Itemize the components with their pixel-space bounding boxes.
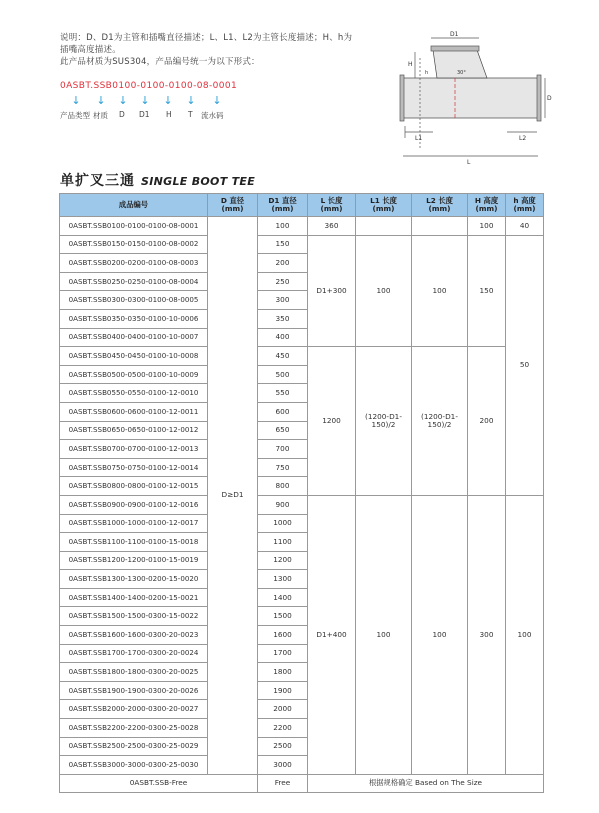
- d1-cell: 1800: [258, 663, 308, 682]
- size-note-cell: 根据规格确定 Based on The Size: [308, 774, 544, 792]
- table-row: [60, 235, 544, 254]
- l2-cell: (1200-D1-150)/2: [412, 347, 468, 496]
- col-header-l2: L2 长度 (mm): [412, 194, 468, 217]
- product-code-cell: 0ASBT.SSB2500-2500-0300-25-0029: [60, 737, 208, 756]
- col-header-l: L 长度 (mm): [308, 194, 356, 217]
- h-cell: 150: [468, 235, 506, 347]
- d1-cell: 550: [258, 384, 308, 403]
- product-code-cell: 0ASBT.SSB0400-0400-0100-10-0007: [60, 328, 208, 347]
- d1-cell: 250: [258, 272, 308, 291]
- product-code-cell: 0ASBT.SSB1900-1900-0300-20-0026: [60, 681, 208, 700]
- d1-cell: 1100: [258, 533, 308, 552]
- code-label-d1: D1: [139, 110, 150, 119]
- product-code-cell: 0ASBT.SSB3000-3000-0300-25-0030: [60, 756, 208, 775]
- table-row: [60, 217, 544, 236]
- dim-l-label: L: [467, 159, 471, 166]
- l1-cell: 100: [356, 235, 412, 347]
- h-small-cell: 40: [506, 217, 544, 236]
- arrow-down-icon: ↓: [186, 94, 196, 107]
- intro-line-1: 说明：D、D1为主管和插嘴直径描述；L、L1、L2为主管长度描述；H、h为: [60, 33, 353, 43]
- code-example: 0ASBT.SSB0100-0100-0100-08-0001: [60, 81, 238, 91]
- h-cell: 200: [468, 347, 506, 496]
- d1-cell: 1200: [258, 551, 308, 570]
- product-code-cell: 0ASBT.SSB1500-1500-0300-15-0022: [60, 607, 208, 626]
- l2-cell: [412, 217, 468, 236]
- arrow-down-icon: ↓: [96, 94, 106, 107]
- table-row-free: [60, 774, 544, 792]
- product-code-cell: 0ASBT.SSB0700-0700-0100-12-0013: [60, 440, 208, 459]
- code-label-h: H: [166, 110, 172, 119]
- product-code-cell: 0ASBT.SSB0900-0900-0100-12-0016: [60, 495, 208, 514]
- code-label-d: D: [119, 110, 125, 119]
- dim-d1-label: D1: [450, 31, 459, 38]
- d1-cell: 1600: [258, 626, 308, 645]
- dim-angle-label: 30°: [457, 70, 466, 76]
- product-code-cell: 0ASBT.SSB1000-1000-0100-12-0017: [60, 514, 208, 533]
- h-cell: 300: [468, 495, 506, 774]
- d1-cell: 150: [258, 235, 308, 254]
- product-code-cell: 0ASBT.SSB0650-0650-0100-12-0012: [60, 421, 208, 440]
- d1-cell: 700: [258, 440, 308, 459]
- product-code-cell: 0ASBT.SSB0150-0150-0100-08-0002: [60, 235, 208, 254]
- dim-h-small-label: h: [425, 70, 429, 76]
- col-header-d1: D1 直径 (mm): [258, 194, 308, 217]
- d1-cell: 2200: [258, 719, 308, 738]
- d1-cell: 350: [258, 309, 308, 328]
- h-cell: 100: [468, 217, 506, 236]
- heading-cn: 单扩叉三通: [60, 173, 135, 189]
- table-row: [60, 347, 544, 366]
- intro-line-3: 此产品材质为SUS304，产品编号统一为以下形式：: [60, 57, 260, 67]
- d1-cell: 1500: [258, 607, 308, 626]
- dim-d-label: D: [547, 95, 552, 102]
- intro-text: [60, 32, 352, 68]
- d1-cell: 200: [258, 254, 308, 273]
- arrow-down-icon: ↓: [71, 94, 81, 107]
- table-header-row: [60, 194, 544, 217]
- product-code-cell: 0ASBT.SSB1100-1100-0100-15-0018: [60, 533, 208, 552]
- col-header-d: D 直径 (mm): [208, 194, 258, 217]
- l1-cell: (1200-D1-150)/2: [356, 347, 412, 496]
- d1-cell: 400: [258, 328, 308, 347]
- d1-cell: 1400: [258, 588, 308, 607]
- d1-cell: 100: [258, 217, 308, 236]
- product-code-cell: 0ASBT.SSB0350-0350-0100-10-0006: [60, 309, 208, 328]
- h-small-cell: 50: [506, 235, 544, 495]
- product-code-cell: 0ASBT.SSB2000-2000-0300-20-0027: [60, 700, 208, 719]
- product-code-cell: 0ASBT.SSB0450-0450-0100-10-0008: [60, 347, 208, 366]
- l-cell: 1200: [308, 347, 356, 496]
- product-code-cell: 0ASBT.SSB1400-1400-0200-15-0021: [60, 588, 208, 607]
- d-value-cell: D≥D1: [208, 217, 258, 775]
- product-code-cell: 0ASBT.SSB0200-0200-0100-08-0003: [60, 254, 208, 273]
- d1-cell: 800: [258, 477, 308, 496]
- product-code-cell: 0ASBT.SSB-Free: [60, 774, 258, 792]
- d1-cell: 450: [258, 347, 308, 366]
- l-cell: D1+300: [308, 235, 356, 347]
- l2-cell: 100: [412, 495, 468, 774]
- arrow-down-icon: ↓: [163, 94, 173, 107]
- d1-cell: 900: [258, 495, 308, 514]
- product-code-cell: 0ASBT.SSB1200-1200-0100-15-0019: [60, 551, 208, 570]
- product-code-cell: 0ASBT.SSB0250-0250-0100-08-0004: [60, 272, 208, 291]
- arrow-down-icon: ↓: [118, 94, 128, 107]
- arrow-down-icon: ↓: [140, 94, 150, 107]
- code-label-material: 材质: [93, 111, 108, 120]
- code-label-serial: 流水码: [201, 111, 224, 120]
- product-code-cell: 0ASBT.SSB0600-0600-0100-12-0011: [60, 402, 208, 421]
- product-code-cell: 0ASBT.SSB0800-0800-0100-12-0015: [60, 477, 208, 496]
- col-header-h: H 高度 (mm): [468, 194, 506, 217]
- d1-cell: 1700: [258, 644, 308, 663]
- heading-en: SINGLE BOOT TEE: [141, 175, 256, 188]
- d1-cell: 1900: [258, 681, 308, 700]
- code-label-t: T: [188, 110, 193, 119]
- product-code-cell: 0ASBT.SSB0750-0750-0100-12-0014: [60, 458, 208, 477]
- d1-cell: 2500: [258, 737, 308, 756]
- dim-l2-label: L2: [519, 135, 527, 142]
- d1-cell: 1000: [258, 514, 308, 533]
- dim-l1-label: L1: [415, 135, 423, 142]
- intro-line-2: 插嘴高度描述。: [60, 45, 121, 55]
- d1-cell: 2000: [258, 700, 308, 719]
- l-cell: D1+400: [308, 495, 356, 774]
- arrow-down-icon: ↓: [212, 94, 222, 107]
- spec-table: [59, 193, 544, 793]
- d1-cell: 650: [258, 421, 308, 440]
- d1-cell: 750: [258, 458, 308, 477]
- d1-cell: 1300: [258, 570, 308, 589]
- h-small-cell: 100: [506, 495, 544, 774]
- dim-h-label: H: [408, 61, 413, 68]
- tee-drawing: [395, 28, 555, 178]
- code-label-type: 产品类型: [60, 111, 90, 120]
- col-header-code: 成品编号: [60, 194, 208, 217]
- product-code-cell: 0ASBT.SSB1300-1300-0200-15-0020: [60, 570, 208, 589]
- d1-cell: Free: [258, 774, 308, 792]
- product-code-cell: 0ASBT.SSB1600-1600-0300-20-0023: [60, 626, 208, 645]
- product-code-cell: 0ASBT.SSB2200-2200-0300-25-0028: [60, 719, 208, 738]
- l2-cell: 100: [412, 235, 468, 347]
- l1-cell: [356, 217, 412, 236]
- l1-cell: 100: [356, 495, 412, 774]
- product-code-cell: 0ASBT.SSB1700-1700-0300-20-0024: [60, 644, 208, 663]
- product-code-cell: 0ASBT.SSB1800-1800-0300-20-0025: [60, 663, 208, 682]
- l-cell: 360: [308, 217, 356, 236]
- d1-cell: 500: [258, 365, 308, 384]
- d1-cell: 3000: [258, 756, 308, 775]
- product-code-cell: 0ASBT.SSB0100-0100-0100-08-0001: [60, 217, 208, 236]
- product-code-cell: 0ASBT.SSB0300-0300-0100-08-0005: [60, 291, 208, 310]
- table-row: [60, 495, 544, 514]
- section-heading: [60, 170, 255, 190]
- col-header-l1: L1 长度 (mm): [356, 194, 412, 217]
- d1-cell: 300: [258, 291, 308, 310]
- product-code-cell: 0ASBT.SSB0500-0500-0100-10-0009: [60, 365, 208, 384]
- d1-cell: 600: [258, 402, 308, 421]
- product-code-cell: 0ASBT.SSB0550-0550-0100-12-0010: [60, 384, 208, 403]
- col-header-h-small: h 高度 (mm): [506, 194, 544, 217]
